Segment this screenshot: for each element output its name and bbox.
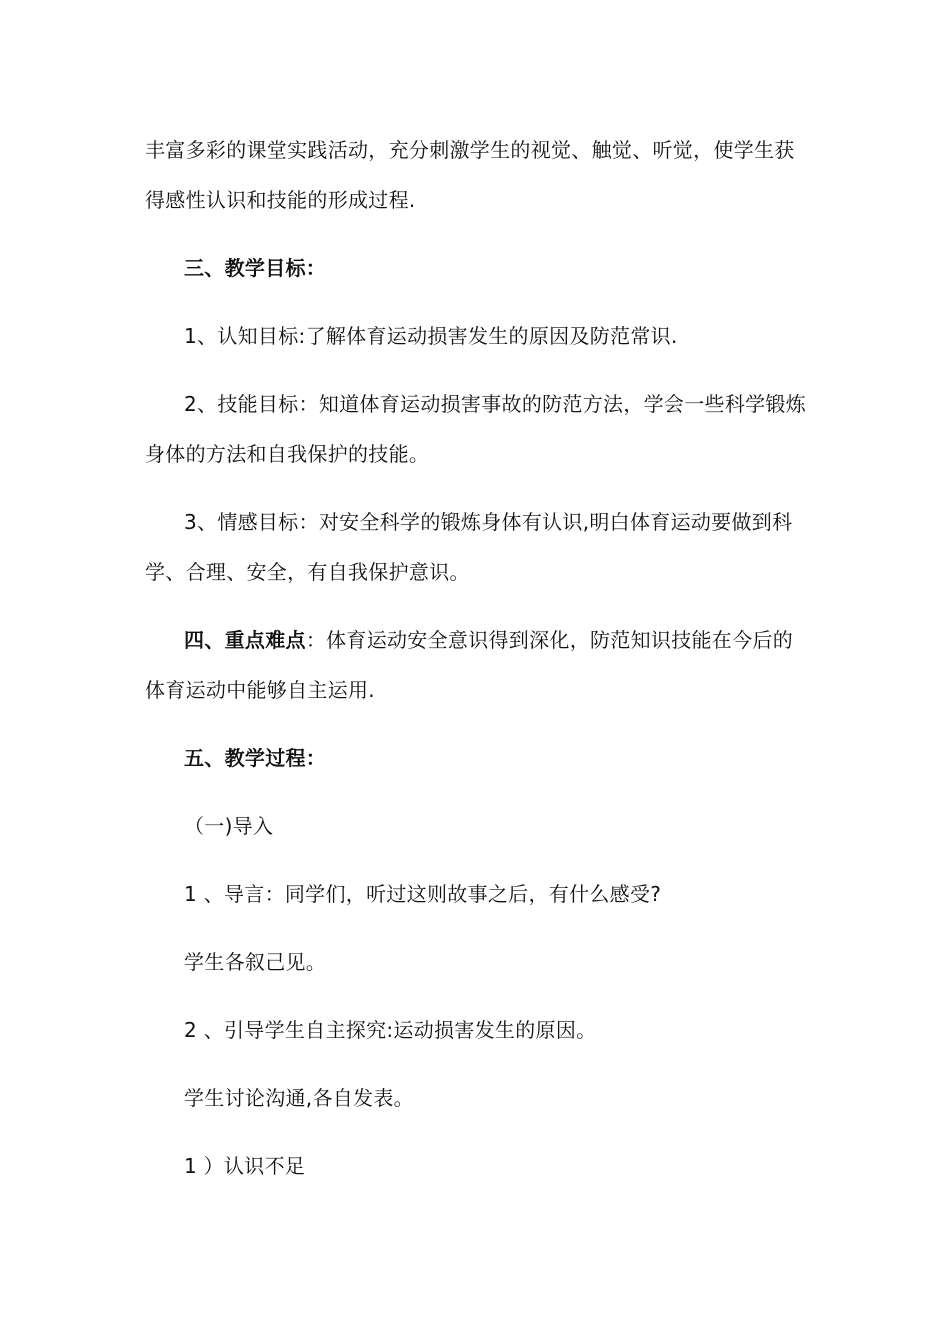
paragraph-line: 2 、引导学生自主探究:运动损害发生的原因。 bbox=[184, 1018, 597, 1042]
paragraph-line: 学生讨论沟通,各自发表。 bbox=[184, 1086, 414, 1110]
paragraph-line: 2、技能目标：知道体育运动损害事故的防范方法，学会一些科学锻炼 bbox=[184, 392, 807, 416]
paragraph-line: 1 、导言：同学们，听过这则故事之后，有什么感受? bbox=[184, 882, 662, 906]
paragraph-line: 1、认知目标:了解体育运动损害发生的原因及防范常识. bbox=[184, 324, 678, 348]
section-heading-key-points: 四、重点难点 bbox=[184, 628, 306, 652]
paragraph-line-key-points bbox=[184, 626, 864, 654]
paragraph-line: 学、合理、安全，有自我保护意识。 bbox=[145, 560, 470, 584]
paragraph-line: 学生各叙己见。 bbox=[184, 950, 327, 974]
paragraph-line: 身体的方法和自我保护的技能。 bbox=[145, 442, 430, 466]
section-heading-process: 五、教学过程： bbox=[184, 746, 327, 770]
subsection-heading-intro: （一)导入 bbox=[184, 814, 274, 838]
paragraph-line: 丰富多彩的课堂实践活动，充分刺激学生的视觉、触觉、听觉，使学生获 bbox=[145, 138, 795, 162]
paragraph-line: 体育运动中能够自主运用. bbox=[145, 678, 375, 702]
paragraph-line: 1 ）认识不足 bbox=[184, 1154, 306, 1178]
key-points-text: ：体育运动安全意识得到深化，防范知识技能在今后的 bbox=[305, 628, 794, 652]
paragraph-line: 3、情感目标：对安全科学的锻炼身体有认识,明白体育运动要做到科 bbox=[184, 510, 793, 534]
section-heading-objectives: 三、教学目标： bbox=[184, 256, 327, 280]
paragraph-line: 得感性认识和技能的形成过程. bbox=[145, 188, 416, 212]
